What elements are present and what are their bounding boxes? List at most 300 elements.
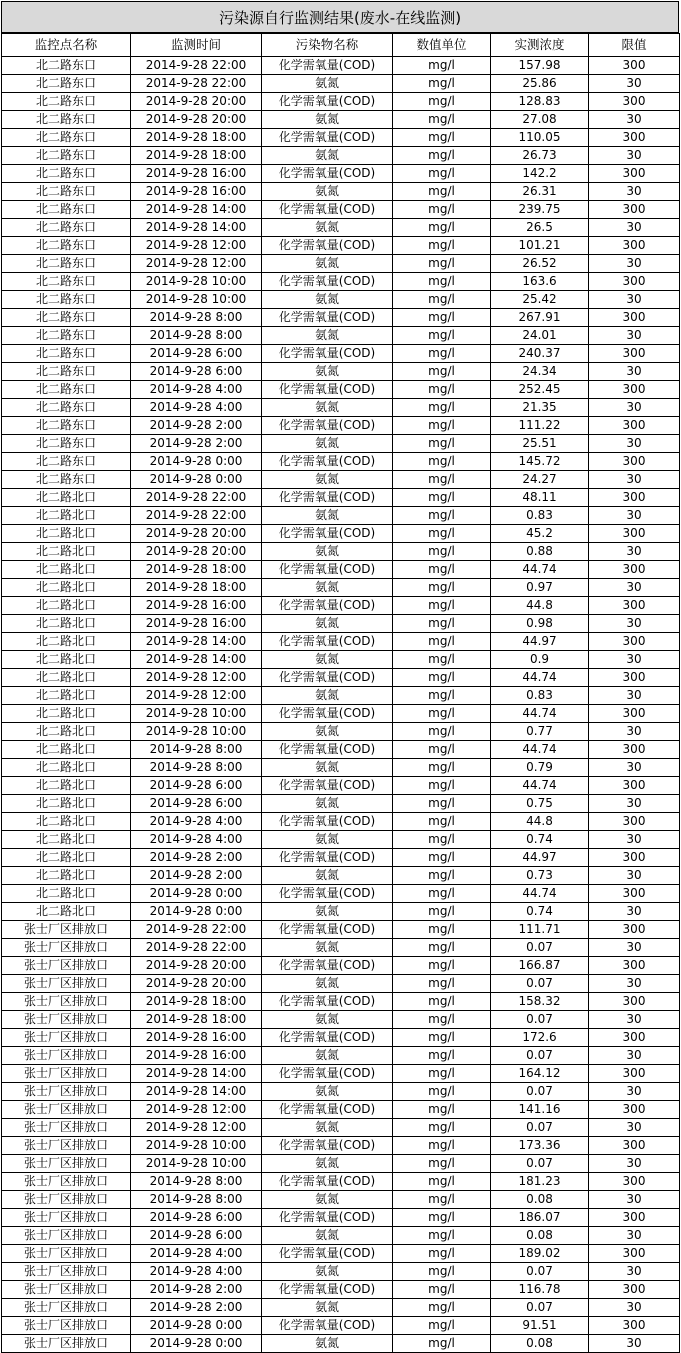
cell-measured-concentration: 111.22 [491,417,589,435]
cell-unit: mg/l [393,1245,491,1263]
table-row [2,921,680,939]
cell-measured-concentration: 166.87 [491,957,589,975]
cell-monitor-point: 张士厂区排放口 [2,939,131,957]
cell-measured-concentration: 44.8 [491,597,589,615]
table-row [2,975,680,993]
table-row [2,183,680,201]
table-row [2,1191,680,1209]
cell-monitor-time: 2014-9-28 16:00 [131,1047,262,1065]
table-row [2,1119,680,1137]
cell-pollutant-name: 化学需氧量(COD) [262,921,393,939]
cell-measured-concentration: 116.78 [491,1281,589,1299]
cell-limit: 300 [589,1317,680,1335]
cell-unit: mg/l [393,435,491,453]
cell-limit: 300 [589,165,680,183]
cell-monitor-point: 北二路东口 [2,363,131,381]
table-row [2,399,680,417]
cell-unit: mg/l [393,903,491,921]
cell-pollutant-name: 氨氮 [262,1335,393,1353]
cell-measured-concentration: 128.83 [491,93,589,111]
cell-monitor-point: 张士厂区排放口 [2,1065,131,1083]
cell-monitor-time: 2014-9-28 20:00 [131,975,262,993]
cell-unit: mg/l [393,633,491,651]
cell-limit: 300 [589,237,680,255]
cell-limit: 30 [589,435,680,453]
cell-unit: mg/l [393,471,491,489]
cell-monitor-point: 张士厂区排放口 [2,1047,131,1065]
table-row [2,579,680,597]
cell-limit: 300 [589,777,680,795]
cell-limit: 30 [589,1263,680,1281]
cell-monitor-time: 2014-9-28 0:00 [131,885,262,903]
cell-limit: 300 [589,1101,680,1119]
cell-monitor-time: 2014-9-28 14:00 [131,633,262,651]
cell-monitor-time: 2014-9-28 12:00 [131,669,262,687]
cell-monitor-time: 2014-9-28 4:00 [131,1263,262,1281]
cell-pollutant-name: 氨氮 [262,111,393,129]
cell-monitor-time: 2014-9-28 6:00 [131,1209,262,1227]
cell-unit: mg/l [393,1173,491,1191]
cell-unit: mg/l [393,129,491,147]
cell-pollutant-name: 氨氮 [262,939,393,957]
cell-limit: 300 [589,1029,680,1047]
cell-monitor-point: 北二路北口 [2,903,131,921]
cell-monitor-time: 2014-9-28 22:00 [131,75,262,93]
cell-monitor-time: 2014-9-28 12:00 [131,1101,262,1119]
cell-pollutant-name: 化学需氧量(COD) [262,93,393,111]
cell-measured-concentration: 25.51 [491,435,589,453]
table-row [2,255,680,273]
cell-monitor-point: 张士厂区排放口 [2,1335,131,1353]
cell-pollutant-name: 氨氮 [262,1263,393,1281]
cell-limit: 30 [589,1083,680,1101]
table-row [2,93,680,111]
cell-limit: 300 [589,489,680,507]
cell-measured-concentration: 45.2 [491,525,589,543]
header-unit: 数值单位 [393,34,491,57]
table-row [2,741,680,759]
table-row [2,1299,680,1317]
cell-monitor-time: 2014-9-28 14:00 [131,651,262,669]
results-table-container [1,1,679,1353]
cell-limit: 30 [589,867,680,885]
table-row [2,885,680,903]
cell-pollutant-name: 氨氮 [262,255,393,273]
cell-limit: 30 [589,471,680,489]
table-row [2,1245,680,1263]
table-title: 污染源自行监测结果(废水-在线监测) [1,1,679,33]
cell-monitor-time: 2014-9-28 4:00 [131,399,262,417]
cell-limit: 300 [589,597,680,615]
table-row [2,597,680,615]
cell-monitor-point: 北二路北口 [2,759,131,777]
cell-monitor-time: 2014-9-28 8:00 [131,1173,262,1191]
cell-limit: 30 [589,1011,680,1029]
cell-monitor-point: 北二路东口 [2,291,131,309]
cell-measured-concentration: 0.08 [491,1227,589,1245]
cell-pollutant-name: 氨氮 [262,399,393,417]
cell-measured-concentration: 0.07 [491,1047,589,1065]
cell-unit: mg/l [393,507,491,525]
cell-unit: mg/l [393,1209,491,1227]
cell-monitor-point: 北二路北口 [2,615,131,633]
cell-unit: mg/l [393,489,491,507]
cell-measured-concentration: 44.74 [491,561,589,579]
cell-monitor-time: 2014-9-28 4:00 [131,831,262,849]
cell-pollutant-name: 化学需氧量(COD) [262,849,393,867]
cell-monitor-time: 2014-9-28 22:00 [131,489,262,507]
cell-limit: 30 [589,291,680,309]
header-monitor-time: 监测时间 [131,34,262,57]
cell-measured-concentration: 0.07 [491,1011,589,1029]
cell-limit: 30 [589,327,680,345]
cell-measured-concentration: 181.23 [491,1173,589,1191]
table-row [2,669,680,687]
cell-pollutant-name: 氨氮 [262,183,393,201]
cell-monitor-time: 2014-9-28 10:00 [131,273,262,291]
cell-monitor-time: 2014-9-28 16:00 [131,1029,262,1047]
cell-measured-concentration: 44.97 [491,633,589,651]
cell-measured-concentration: 111.71 [491,921,589,939]
cell-monitor-time: 2014-9-28 4:00 [131,381,262,399]
cell-unit: mg/l [393,687,491,705]
cell-measured-concentration: 0.07 [491,975,589,993]
cell-monitor-time: 2014-9-28 10:00 [131,705,262,723]
cell-monitor-point: 北二路北口 [2,687,131,705]
table-row [2,1317,680,1335]
cell-monitor-time: 2014-9-28 16:00 [131,615,262,633]
cell-unit: mg/l [393,291,491,309]
cell-monitor-point: 张士厂区排放口 [2,1083,131,1101]
cell-measured-concentration: 0.07 [491,1299,589,1317]
cell-unit: mg/l [393,777,491,795]
table-row [2,651,680,669]
cell-pollutant-name: 氨氮 [262,975,393,993]
table-row [2,543,680,561]
cell-unit: mg/l [393,219,491,237]
cell-monitor-point: 北二路东口 [2,165,131,183]
cell-pollutant-name: 氨氮 [262,1083,393,1101]
cell-unit: mg/l [393,237,491,255]
cell-pollutant-name: 氨氮 [262,1047,393,1065]
cell-measured-concentration: 0.07 [491,1155,589,1173]
cell-measured-concentration: 44.97 [491,849,589,867]
cell-unit: mg/l [393,57,491,75]
cell-pollutant-name: 氨氮 [262,147,393,165]
cell-unit: mg/l [393,651,491,669]
table-row [2,291,680,309]
cell-unit: mg/l [393,1335,491,1353]
cell-monitor-time: 2014-9-28 22:00 [131,57,262,75]
cell-unit: mg/l [393,147,491,165]
cell-unit: mg/l [393,1137,491,1155]
table-row [2,363,680,381]
cell-unit: mg/l [393,1047,491,1065]
cell-pollutant-name: 氨氮 [262,723,393,741]
cell-monitor-time: 2014-9-28 0:00 [131,471,262,489]
cell-limit: 30 [589,219,680,237]
cell-monitor-time: 2014-9-28 2:00 [131,435,262,453]
cell-monitor-time: 2014-9-28 18:00 [131,129,262,147]
cell-monitor-time: 2014-9-28 18:00 [131,579,262,597]
table-row [2,507,680,525]
cell-measured-concentration: 26.52 [491,255,589,273]
header-measured-concentration: 实测浓度 [491,34,589,57]
cell-pollutant-name: 化学需氧量(COD) [262,1029,393,1047]
table-row [2,237,680,255]
cell-pollutant-name: 化学需氧量(COD) [262,453,393,471]
cell-measured-concentration: 21.35 [491,399,589,417]
cell-monitor-point: 张士厂区排放口 [2,1155,131,1173]
table-row [2,957,680,975]
cell-pollutant-name: 化学需氧量(COD) [262,741,393,759]
cell-monitor-point: 张士厂区排放口 [2,1317,131,1335]
cell-monitor-point: 北二路东口 [2,201,131,219]
cell-unit: mg/l [393,759,491,777]
cell-monitor-point: 北二路北口 [2,633,131,651]
cell-pollutant-name: 化学需氧量(COD) [262,129,393,147]
cell-monitor-point: 北二路东口 [2,453,131,471]
cell-limit: 300 [589,561,680,579]
cell-limit: 300 [589,525,680,543]
cell-monitor-time: 2014-9-28 18:00 [131,993,262,1011]
cell-unit: mg/l [393,255,491,273]
cell-limit: 300 [589,1173,680,1191]
cell-measured-concentration: 44.74 [491,705,589,723]
cell-unit: mg/l [393,921,491,939]
table-row [2,129,680,147]
cell-measured-concentration: 0.79 [491,759,589,777]
cell-pollutant-name: 化学需氧量(COD) [262,705,393,723]
cell-measured-concentration: 91.51 [491,1317,589,1335]
cell-measured-concentration: 25.42 [491,291,589,309]
cell-limit: 30 [589,615,680,633]
cell-measured-concentration: 44.74 [491,669,589,687]
cell-monitor-time: 2014-9-28 4:00 [131,813,262,831]
cell-monitor-point: 北二路北口 [2,507,131,525]
cell-monitor-point: 北二路北口 [2,525,131,543]
table-row [2,345,680,363]
table-row [2,57,680,75]
cell-pollutant-name: 氨氮 [262,1227,393,1245]
table-row [2,867,680,885]
table-row [2,687,680,705]
cell-unit: mg/l [393,1029,491,1047]
cell-measured-concentration: 27.08 [491,111,589,129]
table-row [2,1047,680,1065]
cell-pollutant-name: 化学需氧量(COD) [262,1209,393,1227]
cell-unit: mg/l [393,1155,491,1173]
header-row [2,34,680,57]
cell-limit: 30 [589,111,680,129]
cell-monitor-time: 2014-9-28 6:00 [131,345,262,363]
cell-monitor-point: 北二路北口 [2,849,131,867]
cell-monitor-time: 2014-9-28 0:00 [131,453,262,471]
cell-monitor-point: 北二路东口 [2,345,131,363]
cell-pollutant-name: 化学需氧量(COD) [262,489,393,507]
cell-unit: mg/l [393,1119,491,1137]
cell-pollutant-name: 氨氮 [262,759,393,777]
cell-monitor-time: 2014-9-28 20:00 [131,525,262,543]
table-row [2,165,680,183]
cell-monitor-time: 2014-9-28 6:00 [131,1227,262,1245]
cell-limit: 300 [589,1245,680,1263]
cell-monitor-time: 2014-9-28 12:00 [131,237,262,255]
cell-limit: 300 [589,1209,680,1227]
cell-monitor-time: 2014-9-28 4:00 [131,1245,262,1263]
cell-unit: mg/l [393,705,491,723]
table-row [2,1227,680,1245]
table-row [2,795,680,813]
cell-limit: 30 [589,903,680,921]
cell-limit: 300 [589,129,680,147]
cell-pollutant-name: 化学需氧量(COD) [262,381,393,399]
table-row [2,633,680,651]
cell-unit: mg/l [393,957,491,975]
cell-monitor-point: 张士厂区排放口 [2,1173,131,1191]
table-row [2,777,680,795]
cell-unit: mg/l [393,867,491,885]
cell-pollutant-name: 化学需氧量(COD) [262,885,393,903]
cell-monitor-time: 2014-9-28 20:00 [131,111,262,129]
cell-limit: 30 [589,1191,680,1209]
cell-unit: mg/l [393,741,491,759]
table-row [2,705,680,723]
cell-monitor-point: 北二路北口 [2,561,131,579]
cell-limit: 300 [589,993,680,1011]
table-row [2,309,680,327]
cell-monitor-time: 2014-9-28 8:00 [131,1191,262,1209]
cell-limit: 300 [589,885,680,903]
cell-monitor-point: 北二路北口 [2,489,131,507]
cell-monitor-time: 2014-9-28 0:00 [131,1335,262,1353]
cell-monitor-point: 张士厂区排放口 [2,1299,131,1317]
table-row [2,1029,680,1047]
table-row [2,939,680,957]
cell-measured-concentration: 0.75 [491,795,589,813]
cell-monitor-point: 北二路东口 [2,399,131,417]
cell-measured-concentration: 0.83 [491,687,589,705]
cell-limit: 300 [589,309,680,327]
table-row [2,471,680,489]
cell-measured-concentration: 24.01 [491,327,589,345]
cell-measured-concentration: 0.07 [491,939,589,957]
cell-limit: 300 [589,849,680,867]
cell-monitor-point: 北二路东口 [2,129,131,147]
cell-pollutant-name: 化学需氧量(COD) [262,633,393,651]
cell-unit: mg/l [393,723,491,741]
cell-monitor-time: 2014-9-28 18:00 [131,1011,262,1029]
cell-monitor-point: 北二路东口 [2,219,131,237]
cell-measured-concentration: 164.12 [491,1065,589,1083]
cell-monitor-time: 2014-9-28 12:00 [131,255,262,273]
cell-monitor-time: 2014-9-28 6:00 [131,777,262,795]
cell-unit: mg/l [393,201,491,219]
cell-limit: 30 [589,183,680,201]
cell-pollutant-name: 化学需氧量(COD) [262,993,393,1011]
cell-unit: mg/l [393,597,491,615]
cell-pollutant-name: 氨氮 [262,471,393,489]
table-row [2,435,680,453]
cell-unit: mg/l [393,1263,491,1281]
cell-pollutant-name: 氨氮 [262,1119,393,1137]
cell-unit: mg/l [393,669,491,687]
table-row [2,1011,680,1029]
cell-monitor-point: 张士厂区排放口 [2,993,131,1011]
cell-monitor-time: 2014-9-28 0:00 [131,903,262,921]
cell-monitor-time: 2014-9-28 2:00 [131,849,262,867]
cell-monitor-time: 2014-9-28 18:00 [131,147,262,165]
cell-pollutant-name: 化学需氧量(COD) [262,309,393,327]
cell-limit: 30 [589,255,680,273]
table-row [2,849,680,867]
cell-unit: mg/l [393,561,491,579]
table-row [2,1083,680,1101]
cell-measured-concentration: 0.98 [491,615,589,633]
cell-monitor-time: 2014-9-28 14:00 [131,201,262,219]
cell-measured-concentration: 101.21 [491,237,589,255]
cell-pollutant-name: 化学需氧量(COD) [262,1137,393,1155]
table-row [2,111,680,129]
cell-monitor-point: 张士厂区排放口 [2,1029,131,1047]
cell-pollutant-name: 氨氮 [262,327,393,345]
cell-unit: mg/l [393,1011,491,1029]
cell-monitor-point: 张士厂区排放口 [2,1281,131,1299]
table-row [2,903,680,921]
table-row [2,273,680,291]
cell-unit: mg/l [393,993,491,1011]
cell-unit: mg/l [393,1065,491,1083]
cell-pollutant-name: 氨氮 [262,219,393,237]
cell-measured-concentration: 0.07 [491,1119,589,1137]
cell-limit: 30 [589,1299,680,1317]
cell-monitor-point: 张士厂区排放口 [2,1191,131,1209]
cell-monitor-time: 2014-9-28 22:00 [131,939,262,957]
cell-unit: mg/l [393,273,491,291]
cell-monitor-point: 北二路北口 [2,795,131,813]
cell-monitor-time: 2014-9-28 16:00 [131,183,262,201]
monitoring-results-table [1,33,680,1353]
cell-measured-concentration: 110.05 [491,129,589,147]
cell-unit: mg/l [393,1281,491,1299]
cell-unit: mg/l [393,363,491,381]
cell-measured-concentration: 44.74 [491,741,589,759]
cell-monitor-time: 2014-9-28 8:00 [131,759,262,777]
cell-monitor-time: 2014-9-28 8:00 [131,327,262,345]
cell-monitor-time: 2014-9-28 10:00 [131,291,262,309]
cell-measured-concentration: 0.9 [491,651,589,669]
cell-limit: 300 [589,705,680,723]
table-row [2,1173,680,1191]
cell-monitor-point: 北二路东口 [2,273,131,291]
cell-pollutant-name: 化学需氧量(COD) [262,57,393,75]
cell-measured-concentration: 172.6 [491,1029,589,1047]
cell-monitor-point: 北二路北口 [2,543,131,561]
cell-pollutant-name: 氨氮 [262,507,393,525]
cell-pollutant-name: 氨氮 [262,903,393,921]
table-row [2,615,680,633]
cell-limit: 300 [589,57,680,75]
table-row [2,219,680,237]
cell-limit: 30 [589,651,680,669]
cell-pollutant-name: 化学需氧量(COD) [262,1101,393,1119]
cell-measured-concentration: 0.08 [491,1191,589,1209]
cell-unit: mg/l [393,1227,491,1245]
cell-monitor-point: 北二路北口 [2,813,131,831]
cell-limit: 300 [589,1137,680,1155]
cell-limit: 30 [589,975,680,993]
cell-unit: mg/l [393,399,491,417]
